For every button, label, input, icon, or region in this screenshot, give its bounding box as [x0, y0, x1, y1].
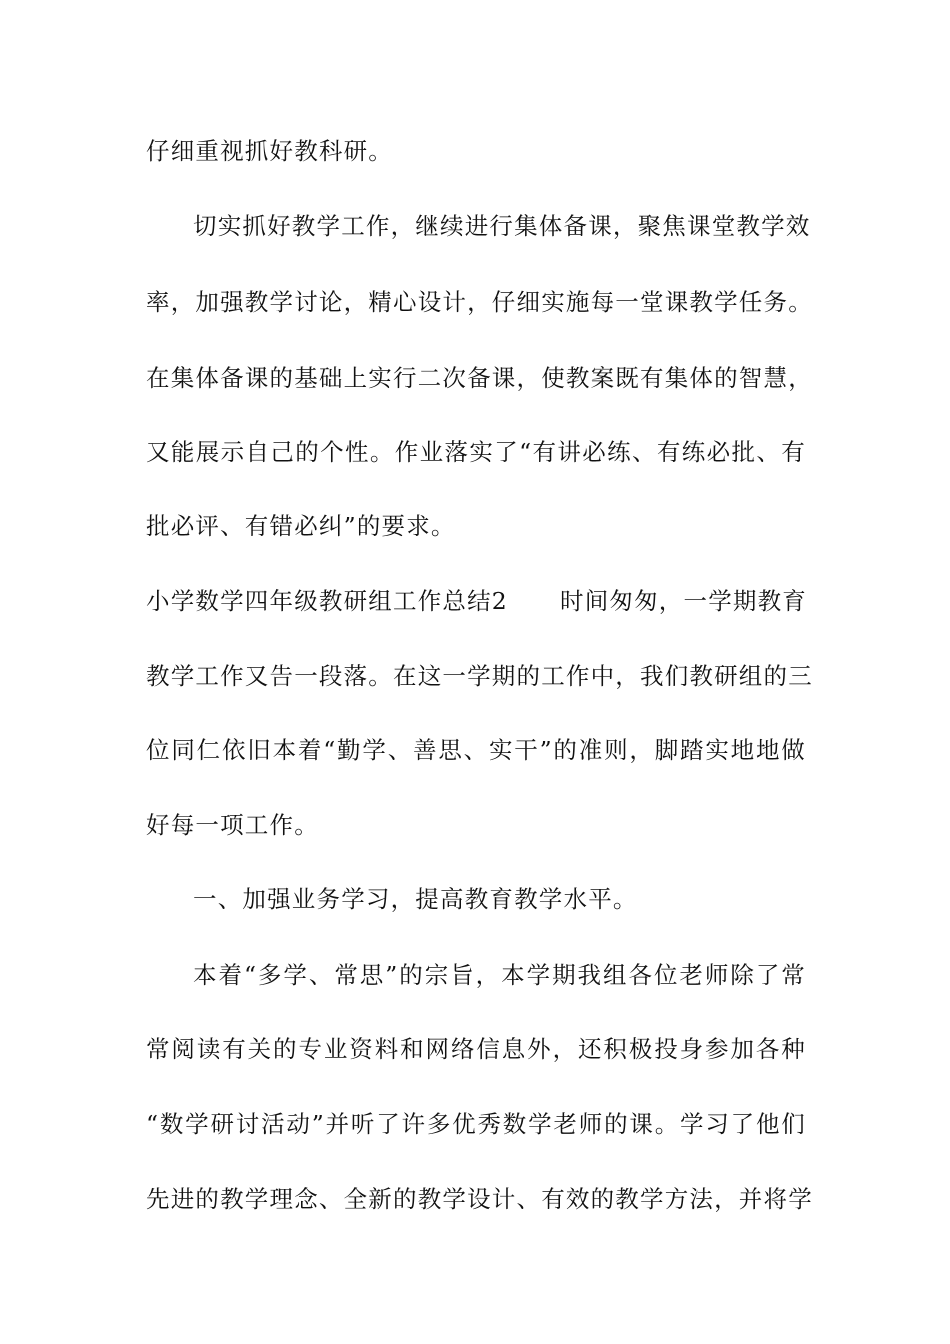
subheading-line: 一、加强业务学习，提高教育教学水平。: [193, 885, 638, 913]
section-title: 小学数学四年级教研组工作总结2: [146, 587, 508, 615]
text-line-1: 仔细重视抓好教科研。: [146, 137, 393, 165]
text-line-4: 在集体备课的基础上实行二次备课，使教案既有集体的智慧，: [146, 364, 813, 392]
text-line-6: 批必评、有错必纠”的要求。: [146, 512, 456, 540]
text-line-2: 切实抓好教学工作，继续进行集体备课，聚焦课堂教学效: [193, 212, 811, 240]
text-line-10: 好每一项工作。: [146, 811, 319, 839]
text-line-14: “数学研讨活动”并听了许多优秀数学老师的课。学习了他们: [146, 1110, 806, 1138]
text-line-8: 教学工作又告一段落。在这一学期的工作中，我们教研组的三: [146, 662, 813, 690]
text-line-12: 本着“多学、常思”的宗旨，本学期我组各位老师除了常: [193, 961, 806, 989]
text-line-9: 位同仁依旧本着“勤学、善思、实干”的准则，脚踏实地地做: [146, 736, 806, 764]
text-line-3: 率，加强教学讨论，精心设计，仔细实施每一堂课教学任务。: [146, 288, 813, 316]
text-line-13: 常阅读有关的专业资料和网络信息外，还积极投身参加各种: [146, 1035, 806, 1063]
section-heading-line: [146, 586, 806, 616]
text-line-15: 先进的教学理念、全新的教学设计、有效的教学方法，并将学: [146, 1185, 813, 1213]
section-lead-text: 时间匆匆，一学期教育: [560, 587, 807, 615]
text-line-5: 又能展示自己的个性。作业落实了“有讲必练、有练必批、有: [146, 438, 806, 466]
